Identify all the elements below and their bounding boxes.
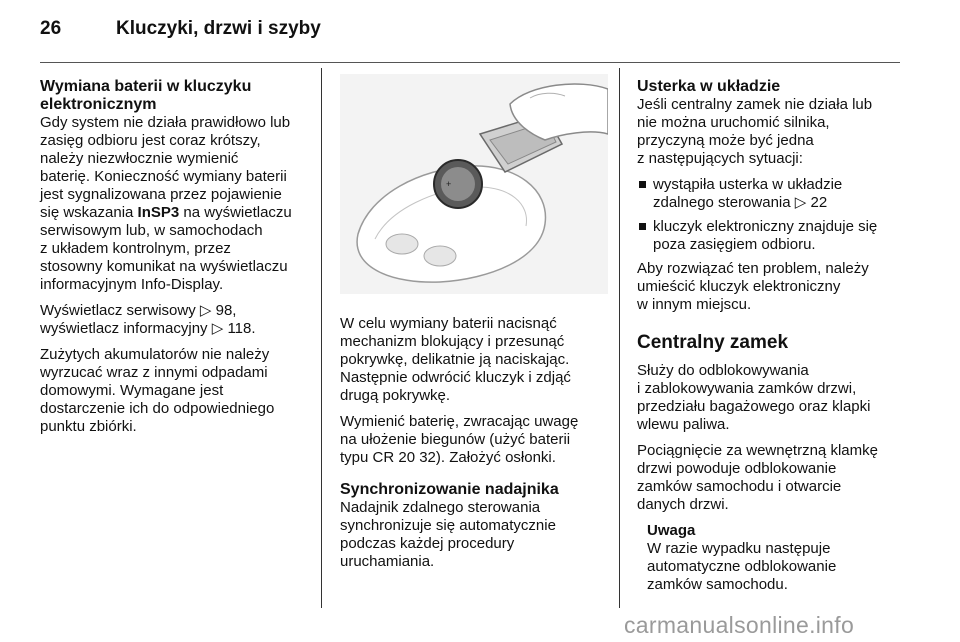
text-line: nie można uruchomić silnika, — [637, 114, 830, 131]
text-line: Zużytych akumulatorów nie należy — [40, 346, 270, 363]
text-line: typu CR 20 32). Założyć osłonki. — [340, 449, 556, 466]
page-ref[interactable]: 98, — [215, 302, 237, 319]
text-line: serwisowym lub, w samochodach — [40, 222, 263, 239]
note-title: Uwaga — [647, 522, 696, 539]
text-line: kluczyk elektroniczny znajduje się — [653, 218, 878, 235]
page-ref-arrow-icon: ▷ — [199, 302, 212, 319]
note-box — [637, 522, 909, 594]
paragraph-display-refs — [40, 302, 312, 338]
paragraph-fault — [637, 96, 909, 168]
text-line: i zablokowywania zamków drzwi, — [637, 380, 857, 397]
text-line: z następujących sytuacji: — [637, 150, 803, 167]
section-heading-fault: Usterka w układzie — [637, 78, 781, 95]
page-header — [40, 18, 920, 48]
bullet-square-icon — [639, 223, 646, 230]
text-line: Następnie odwrócić kluczyk i zdjąć — [340, 369, 571, 386]
text-line: Służy do odblokowywania — [637, 362, 809, 379]
paragraph-solution — [637, 260, 909, 314]
text-line: automatyczne odblokowanie — [647, 558, 837, 575]
paragraph-battery-warning — [40, 114, 312, 294]
bullet-square-icon — [639, 181, 646, 188]
text-span: wyświetlacz informacyjny — [40, 320, 212, 337]
page-ref[interactable]: 22 — [810, 194, 828, 211]
page-ref-arrow-icon: ▷ — [211, 320, 224, 337]
text-line — [653, 194, 909, 212]
text-line: drzwi powoduje odblokowanie — [637, 460, 837, 477]
text-line: Pociągnięcie za wewnętrzną klamkę — [637, 442, 878, 459]
column-3 — [637, 78, 909, 594]
text-line: wystąpiła usterka w układzie — [653, 176, 843, 193]
paragraph-disposal — [40, 346, 312, 436]
text-span: się wskazania — [40, 204, 138, 221]
text-line: punktu zbiórki. — [40, 418, 137, 435]
column-2 — [340, 78, 608, 579]
text-line: dostarczenie ich do odpowiedniego — [40, 400, 275, 417]
text-line: poza zasięgiem odbioru. — [653, 236, 816, 253]
text-line: synchronizuje się automatycznie — [340, 517, 556, 534]
text-line: drugą pokrywkę. — [340, 387, 451, 404]
text-line: przyczyną może być jedna — [637, 132, 814, 149]
text-line — [40, 302, 312, 320]
text-line: baterię. Konieczność wymiany baterii — [40, 168, 287, 185]
paragraph-central-lock — [637, 362, 909, 434]
text-line: w innym miejscu. — [637, 296, 752, 313]
text-line: na ułożenie biegunów (użyć baterii — [340, 431, 571, 448]
text-line: zamków samochodu. — [647, 576, 788, 593]
page-ref[interactable]: 118. — [227, 320, 256, 337]
text-line — [40, 204, 312, 222]
heading-line: Wymiana baterii w kluczyku — [40, 78, 252, 95]
section-heading-central-lock: Centralny zamek — [637, 332, 789, 353]
text-line: zasięg odbioru jest coraz krótszy, — [40, 132, 261, 149]
paragraph-open-cover — [340, 315, 608, 405]
text-line: z układem kontrolnym, przez — [40, 240, 231, 257]
text-line: przedziału bagażowego oraz klapki — [637, 398, 871, 415]
text-line: W razie wypadku następuje — [647, 540, 831, 557]
text-span: na wyświetlaczu — [179, 204, 292, 221]
header-rule — [40, 62, 900, 63]
text-line: danych drzwi. — [637, 496, 729, 513]
text-span: Wyświetlacz serwisowy — [40, 302, 200, 319]
paragraph-door-handle — [637, 442, 909, 514]
insp3-indicator: InSP3 — [137, 204, 180, 221]
text-line: podczas każdej procedury — [340, 535, 515, 552]
text-line — [40, 320, 312, 338]
column-divider-2 — [619, 68, 620, 608]
text-line: informacyjnym Info-Display. — [40, 276, 224, 293]
text-line: Aby rozwiązać ten problem, należy — [637, 260, 869, 277]
page-number: 26 — [40, 18, 62, 39]
text-line: zamków samochodu i otwarcie — [637, 478, 842, 495]
list-item — [637, 176, 909, 212]
watermark: carmanualsonline.info — [624, 612, 855, 638]
text-line: pokrywkę, delikatnie ją naciskając. — [340, 351, 570, 368]
fault-list — [637, 176, 909, 254]
paragraph-replace-battery — [340, 413, 608, 467]
section-heading-sync: Synchronizowanie nadajnika — [340, 481, 559, 498]
text-line: stosowny komunikat na wyświetlaczu — [40, 258, 288, 275]
text-line: W celu wymiany baterii nacisnąć — [340, 315, 557, 332]
text-line: należy niezwłocznie wymienić — [40, 150, 239, 167]
paragraph-sync — [340, 499, 608, 571]
text-line: mechanizm blokujący i przesunąć — [340, 333, 565, 350]
text-line: Gdy system nie działa prawidłowo lub — [40, 114, 291, 131]
text-line: domowymi. Wymagane jest — [40, 382, 224, 399]
text-line: uruchamiania. — [340, 553, 435, 570]
text-line: umieścić kluczyk elektroniczny — [637, 278, 841, 295]
heading-line: elektronicznym — [40, 96, 157, 113]
text-line: Wymienić baterię, zwracając uwagę — [340, 413, 579, 430]
text-line: Nadajnik zdalnego sterowania — [340, 499, 541, 516]
text-line: jest sygnalizowana przez pojawienie — [40, 186, 282, 203]
column-1 — [40, 78, 312, 444]
section-heading-battery-replacement — [40, 78, 312, 114]
text-line: wyrzucać wraz z innymi odpadami — [40, 364, 268, 381]
text-span: zdalnego sterowania — [653, 194, 795, 211]
page-title: Kluczyki, drzwi i szyby — [116, 18, 321, 39]
column-divider-1 — [321, 68, 322, 608]
text-line: wlewu paliwa. — [637, 416, 730, 433]
key-battery-illustration — [340, 74, 608, 294]
page-ref-arrow-icon: ▷ — [794, 194, 807, 211]
svg-text:+: + — [446, 179, 452, 189]
list-item — [637, 218, 909, 254]
text-line: Jeśli centralny zamek nie działa lub — [637, 96, 873, 113]
